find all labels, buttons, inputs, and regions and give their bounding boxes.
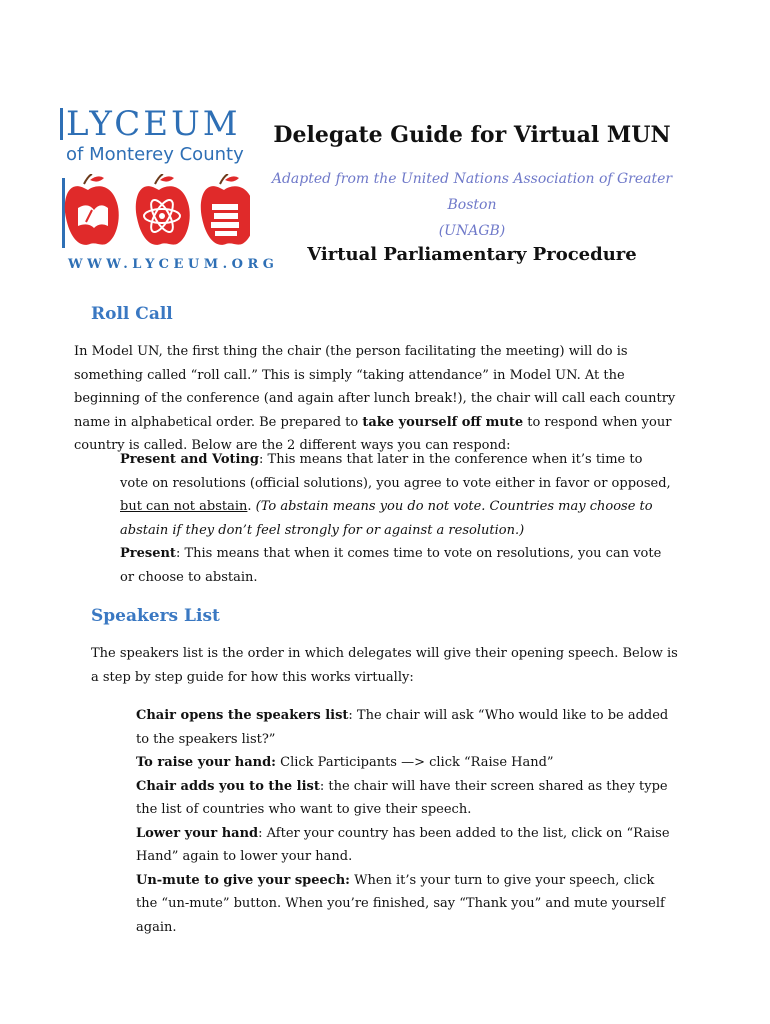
roll-call-text-b: to respond when your country is called. Below are the 2 different ways you can respond:: [74, 414, 672, 453]
logo-bar: [60, 108, 63, 140]
roll-call-text-a: In Model UN, the first thing the chair (the person facilitating the meeting) will do is something called “roll call.” This is simply “taking attendance” in Model UN. At the beginning of the conference (and again after lunch break!), the chair will call each country name in alphabetical order. Be prepared to: [74, 344, 676, 430]
logo-subtitle: of Monterey County: [66, 144, 244, 165]
document-subtitle: [255, 166, 689, 244]
list-item: [120, 448, 672, 542]
item-term: Chair opens the speakers list: [136, 708, 349, 723]
list-item: [136, 869, 676, 940]
speakers-paragraph: The speakers list is the order in which delegates will give their opening speech. Below is a step by step guide for how this works virtually:: [91, 646, 678, 685]
logo-title-text: LYCEUM: [66, 104, 241, 144]
roll-call-heading: Roll Call: [91, 304, 173, 324]
item-term: Present: [120, 546, 176, 561]
list-item: [120, 542, 672, 589]
logo-title: [66, 104, 241, 144]
item-text: Click Participants —> click “Raise Hand”: [275, 755, 554, 770]
speakers-heading: Speakers List: [91, 606, 220, 626]
list-item: [136, 822, 676, 869]
item-term: Un-mute to give your speech:: [136, 872, 350, 888]
roll-call-options: [120, 448, 672, 589]
logo-url: WWW.LYCEUM.ORG: [68, 257, 279, 272]
lyceum-logo: [60, 104, 279, 280]
item-underline: but can not abstain: [120, 499, 248, 514]
item-italic: (To abstain means you do not vote. Countries may choose to abstain if they don’t feel strongly for or against a resolution.): [120, 499, 653, 538]
document-title: Delegate Guide for Virtual MUN: [273, 122, 671, 148]
speakers-steps: [136, 704, 676, 939]
apple-book-icon: [62, 174, 119, 248]
item-text: : After your country has been added to the list, click on “Raise Hand” again to lower your hand.: [136, 825, 670, 864]
subtitle-line-2: (UNAGB): [438, 223, 506, 239]
item-term: To raise your hand:: [136, 755, 276, 770]
item-term: Present and Voting: [120, 452, 260, 467]
item-term: Chair adds you to the list: [136, 778, 320, 794]
item-text: : This means that later in the conference when it’s time to vote on resolutions (official solutions), you agree to vote either in favor or opposed,: [120, 452, 671, 491]
list-item: [136, 751, 676, 775]
roll-call-paragraph: [74, 340, 690, 458]
roll-call-bold: take yourself off mute: [362, 414, 524, 430]
item-text-b: .: [247, 499, 256, 514]
section-title: Virtual Parliamentary Procedure: [307, 244, 637, 265]
list-item: [136, 775, 676, 822]
apples-graphic: [60, 174, 250, 254]
apple-books-icon: [201, 174, 250, 245]
item-text: : the chair will have their screen shared as they type the list of countries who want to give their speech.: [136, 778, 668, 817]
item-text: : The chair will ask “Who would like to be added to the speakers list?”: [136, 708, 669, 747]
item-text: : This means that when it comes time to vote on resolutions, you can vote or choose to abstain.: [120, 546, 662, 585]
subtitle-line-1: Adapted from the United Nations Association of Greater Boston: [271, 171, 673, 213]
item-term: Lower your hand: [136, 825, 259, 841]
apple-atom-icon: [136, 174, 190, 245]
item-text: When it’s your turn to give your speech, click the “un-mute” button. When you’re finished, say “Thank you” and mute yourself again.: [136, 872, 665, 935]
list-item: [136, 704, 676, 751]
